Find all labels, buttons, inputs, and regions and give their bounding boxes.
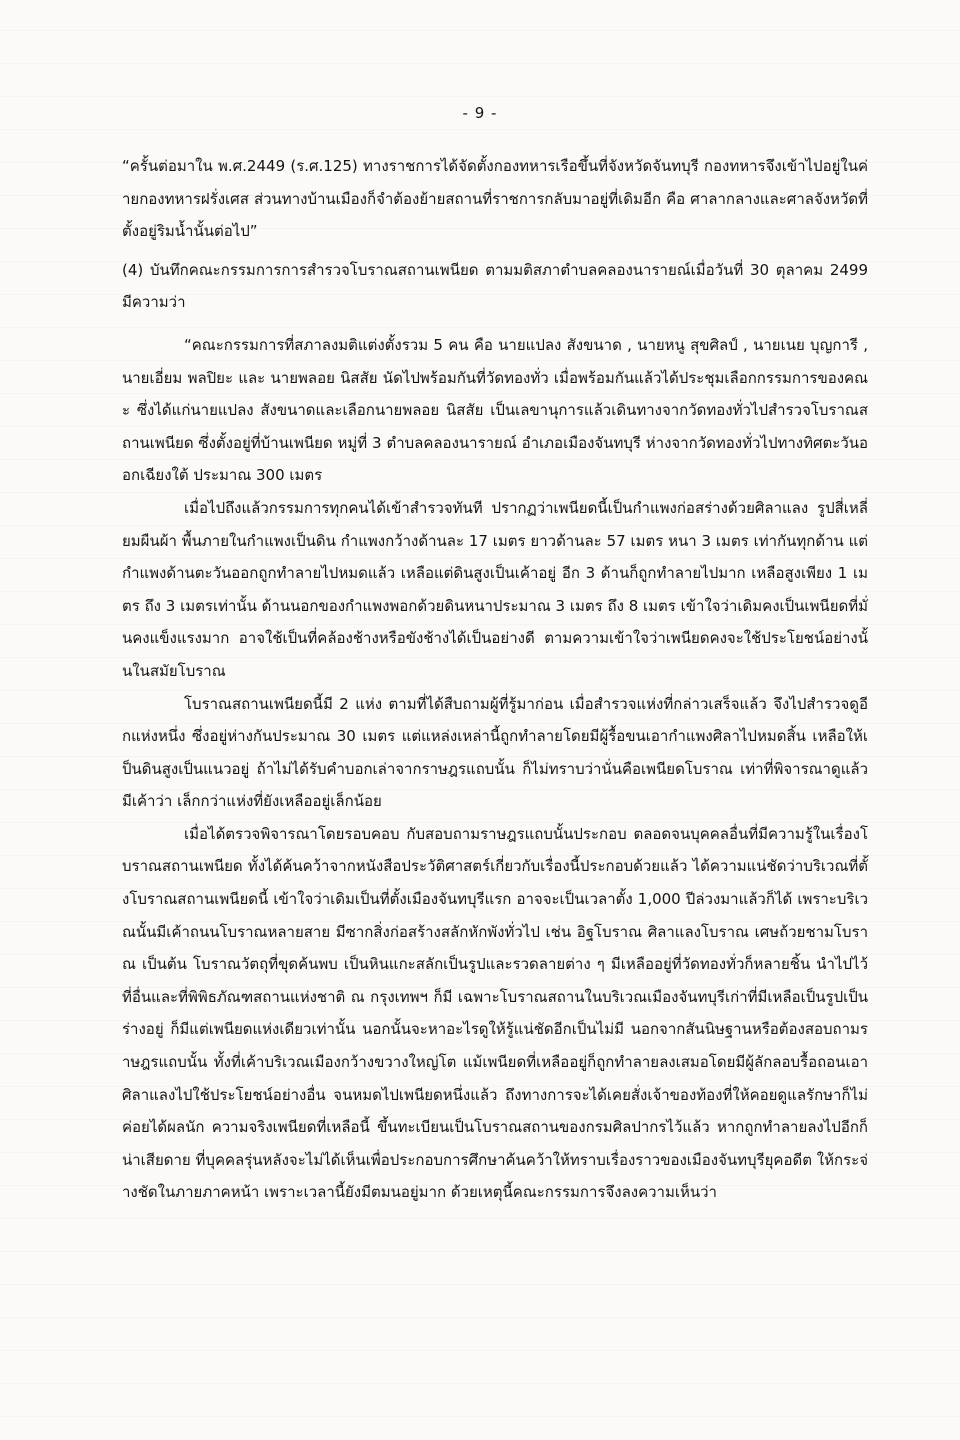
quoted-paragraph-1: “ครั้นต่อมาใน พ.ศ.2449 (ร.ศ.125) ทางราชการได้จัดตั้งกองทหารเรือขึ้นที่จังหวัดจันทบุรี กองทหารจึงเข้าไปอยู่ในค่ายกองทหารฝรั่งเศส ส่วนทางบ้านเมืองก็จำต้องย้ายสถานที่ราชการกลับมาอยู่ที่เดิมอีก คือ ศาลากลางและศาลจังหวัดที่ตั้งอยู่ริมน้ำนั้นต่อไป” (122, 157, 868, 241)
committee-paragraph: “คณะกรรมการที่สภาลงมติแต่งตั้งรวม 5 คน คือ นายแปลง สังขนาด , นายหนู สุขศิลป์ , นายเนย บุญการี , นายเอี่ยม พลปิยะ และ นายพลอย นิสสัย นัดไปพร้อมกันที่วัดทองทั่ว เมื่อพร้อมกันแล้วได้ประชุมเลือกกรรมการของคณะ ซึ่งได้แก่นายแปลง สังขนาดและเลือกนายพลอย นิสสัย เป็นเลขานุการแล้วเดินทางจากวัดทองทั่วไปสำรวจโบราณสถานเพนียด ซึ่งตั้งอยู่ที่บ้านเพนียด หมู่ที่ 3 ตำบลคลองนารายณ์ อำเภอเมืองจันทบุรี ห่างจากวัดทองทั่วไปทางทิศตะวันออกเฉียงใต้ ประมาณ 300 เมตร (122, 335, 868, 485)
survey-description-paragraph: เมื่อไปถึงแล้วกรรมการทุกคนได้เข้าสำรวจทันที ปรากฏว่าเพนียดนี้เป็นกำแพงก่อสร่างด้วยศิลาแลง รูปสี่เหลี่ยมผืนผ้า พื้นภายในกำแพงเป็นดิน กำแพงกว้างด้านละ 17 เมตร ยาวด้านละ 57 เมตร หนา 3 เมตร เท่ากันทุกด้าน แต่กำแพงด้านตะวันออกถูกทำลายไปหมดแล้ว เหลือแต่ดินสูงเป็นเค้าอยู่ อีก 3 ด้านก็ถูกทำลายไปมาก เหลือสูงเพียง 1 เมตร ถึง 3 เมตรเท่านั้น ด้านนอกของกำแพงพอกด้วยดินหนาประมาณ 3 เมตร ถึง 8 เมตร เข้าใจว่าเดิมคงเป็นเพนียดที่มั่นคงแข็งแรงมาก อาจใช้เป็นที่คล้องช้างหรือขังช้างได้เป็นอย่างดี ตามความเข้าใจว่าเพนียดคงจะใช้ประโยชน์อย่างนั้นในสมัยโบราณ (122, 498, 868, 680)
conclusion-paragraph: เมื่อได้ตรวจพิจารณาโดยรอบคอบ กับสอบถามราษฎรแถบนั้นประกอบ ตลอดจนบุคคลอื่นที่มีความรู้ในเรื่องโบราณสถานเพนียด ทั้งได้ค้นคว้าจากหนังสือประวัติศาสตร์เกี่ยวกับเรื่องนี้ประกอบด้วยแล้ว ได้ความแน่ชัดว่าบริเวณที่ตั้งโบราณสถานเพนียดนี้ เข้าใจว่าเดิมเป็นที่ตั้งเมืองจันทบุรีแรก อาจจะเป็นเวลาตั้ง 1,000 ปีล่วงมาแล้วก็ได้ เพราะบริเวณนั้นมีเค้าถนนโบราณหลายสาย มีซากสิ่งก่อสร้างสลักหักพังทั่วไป เช่น อิฐโบราณ ศิลาแลงโบราณ เศษถ้วยชามโบราณ เป็นต้น โบราณวัตถุที่ขุดค้นพบ เป็นหินแกะสลักเป็นรูปและรวดลายต่าง ๆ มีเหลืออยู่ที่วัดทองทั่วก็หลายชิ้น นำไปไว้ที่อื่นและที่พิพิธภัณฑสถานแห่งชาติ ณ กรุงเทพฯ ก็มี เฉพาะโบราณสถานในบริเวณเมืองจันทบุรีเก่าที่มีเหลือเป็นรูปเป็นร่างอยู่ ก็มีแต่เพนียดแห่งเดียวเท่านั้น นอกนั้นจะหาอะไรดูให้รู้แน่ชัดอีกเป็นไม่มี นอกจากสันนิษฐานหรือต้องสอบถามราษฎรแถบนั้น ทั้งที่เค้าบริเวณเมืองกว้างขวางใหญ่โต แม้เพนียดที่เหลืออยู่ก็ถูกทำลายลงเสมอโดยมีผู้ลักลอบรื้อถอนเอาศิลาแลงไปใช้ประโยชน์อย่างอื่น จนหมดไปเพนียดหนึ่งแล้ว ถึงทางการจะได้เคยสั่งเจ้าของท้องที่ให้คอยดูแลรักษาก็ไม่ค่อยได้ผลนัก ความจริงเพนียดที่เหลือนี้ ขึ้นทะเบียนเป็นโบราณสถานของกรมศิลปากรไว้แล้ว หากถูกทำลายลงไปอีกก็น่าเสียดาย ที่บุคคลรุ่นหลังจะไม่ได้เห็นเพื่อประกอบการศึกษาค้นคว้าให้ทราบเรื่องราวของเมืองจันทบุรียุคอดีต ให้กระจ่างชัดในภายภาคหน้า เพราะเวลานี้ยังมีตมนอยู่มาก ด้วยเหตุนี้คณะกรรมการจึงลงความเห็นว่า (122, 824, 868, 1202)
page-number: - 9 - (462, 104, 498, 122)
second-site-paragraph: โบราณสถานเพนียดนี้มี 2 แห่ง ตามที่ได้สืบถามผู้ที่รู้มาก่อน เมื่อสำรวจแห่งที่กล่าวเสร็จแล้ว จึงไปสำรวจดูอีกแห่งหนึ่ง ซึ่งอยู่ห่างกันประมาณ 30 เมตร แต่แหล่งเหล่านี้ถูกทำลายโดยมีผู้รื้อขนเอากำแพงศิลาไปหมดสิ้น เหลือให้เป็นดินสูงเป็นแนวอยู่ ถ้าไม่ได้รับคำบอกเล่าจากราษฎรแถบนั้น ก็ไม่ทราบว่านั่นคือเพนียดโบราณ เท่าที่พิจารณาดูแล้วมีเค้าว่า เล็กกว่าแห่งที่ยังเหลืออยู่เล็กน้อย (122, 694, 868, 811)
document-body (122, 150, 868, 1209)
record-heading-paragraph: (4) บันทึกคณะกรรมการการสำรวจโบราณสถานเพนียด ตามมติสภาตำบลคลองนารายณ์เมื่อวันที่ 30 ตุลาคม 2499 มีความว่า (122, 260, 868, 312)
